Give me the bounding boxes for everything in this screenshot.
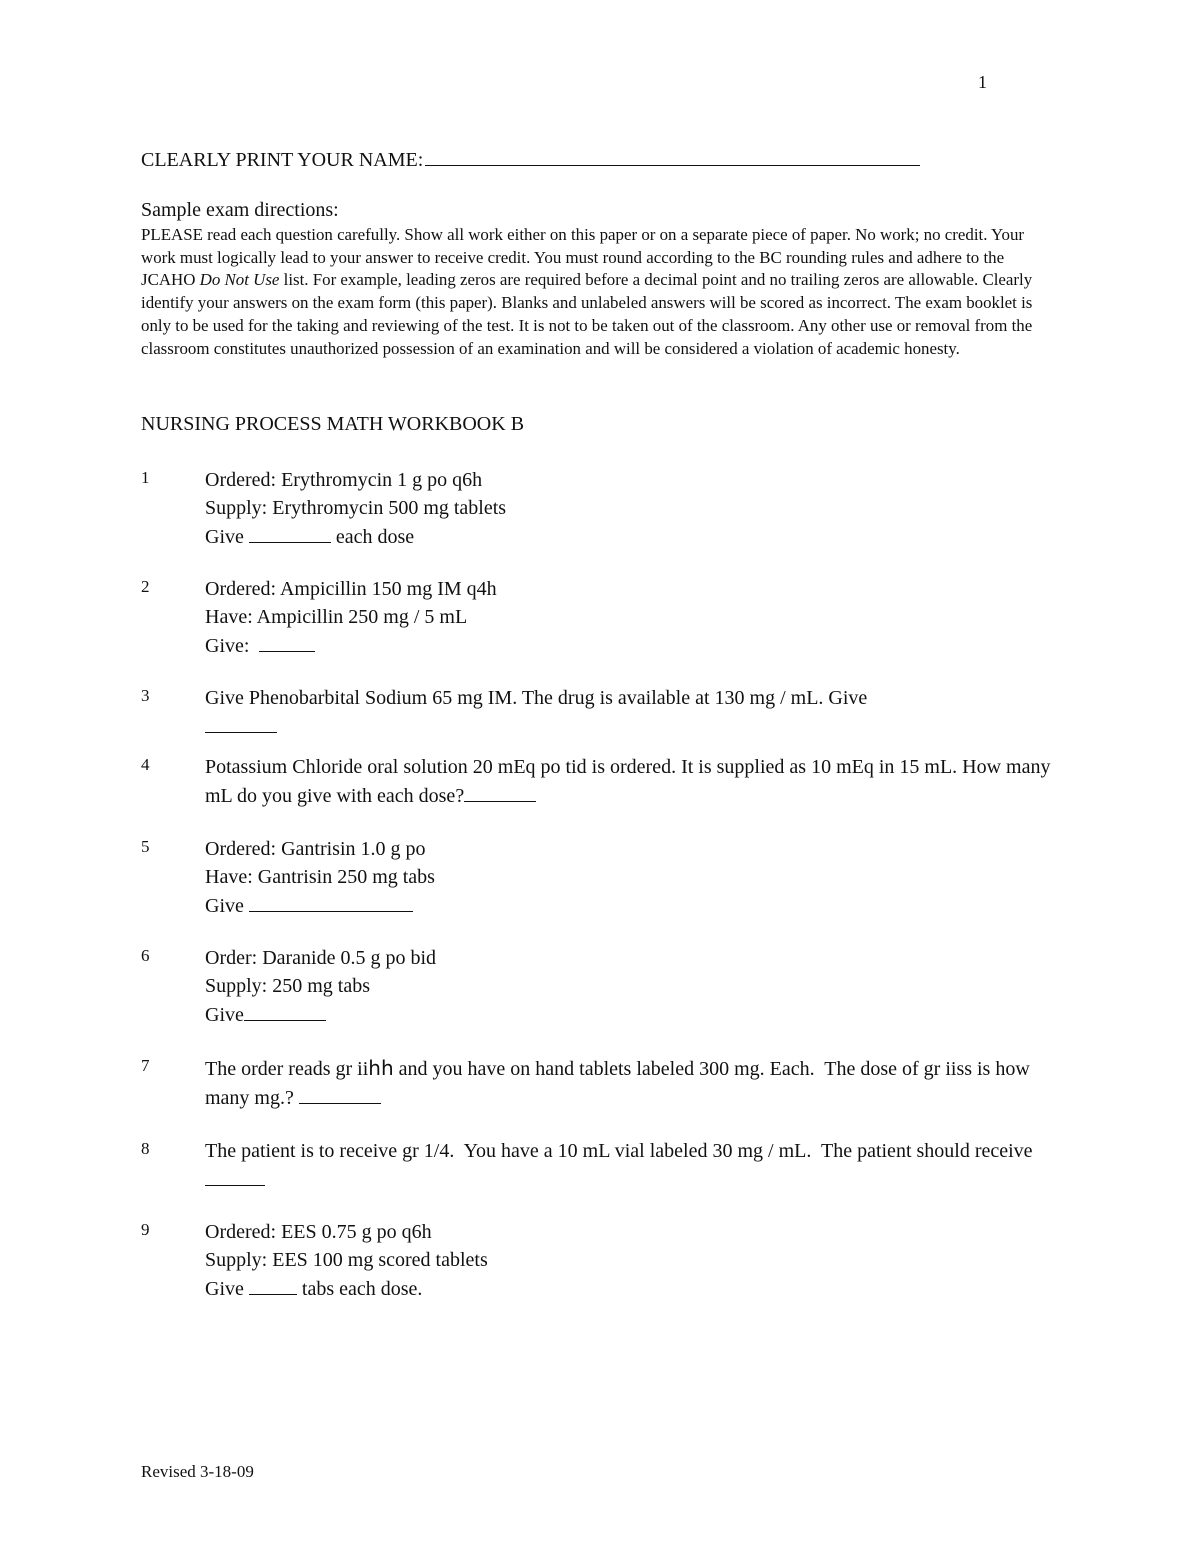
question-line-supply: Supply: EES 100 mg scored tablets [205,1249,488,1271]
question-line-give [205,891,435,920]
answer-blank[interactable] [249,891,413,912]
question-line-give [205,1000,436,1029]
name-blank-line[interactable] [425,145,920,166]
answer-blank[interactable] [249,1274,297,1295]
name-field-row [141,145,920,172]
question-text-part-1: The order reads gr ii [205,1058,369,1080]
directions-body [141,224,1056,360]
do-not-use-italic: Do Not Use [199,270,280,290]
question-text [205,944,436,1029]
answer-blank[interactable] [259,631,315,652]
question-line-supply: Supply: Erythromycin 500 mg tablets [205,497,507,519]
question-text [205,1137,1065,1194]
question-number: 5 [141,837,150,856]
give-suffix: tabs each dose. [296,1278,423,1300]
page-number: 1 [978,72,987,92]
directions-heading: Sample exam directions: [141,199,339,221]
question-line: The patient is to receive gr 1/4. You have a 10 mL vial labeled 30 mg / mL. The patient should receive [205,1140,1038,1162]
give-label: Give [205,1278,249,1300]
question-text-part-2: and you have on hand tablets labeled 300 mg. Each. The dose of gr iiss is how many mg.? [205,1058,1035,1109]
fraction-glyph: hh [368,1056,394,1080]
question-text [205,753,1065,810]
question-line-have: Have: Ampicillin 250 mg / 5 mL [205,606,468,628]
question-number: 7 [141,1056,150,1075]
question-text [205,684,867,741]
workbook-title: NURSING PROCESS MATH WORKBOOK B [141,413,525,435]
question-number: 3 [141,686,150,705]
question-text [205,1218,488,1303]
question-line-ordered: Ordered: Erythromycin 1 g po q6h [205,469,483,491]
question-number: 4 [141,755,150,774]
give-label: Give: [205,635,260,657]
question-line-give [205,631,497,660]
answer-blank[interactable] [244,1000,326,1021]
question-text [205,835,435,920]
give-label: Give [205,895,249,917]
question-line-order: Order: Daranide 0.5 g po bid [205,947,437,969]
answer-blank[interactable] [299,1083,381,1104]
question-number: 1 [141,468,150,487]
question-number: 2 [141,577,150,596]
answer-blank[interactable] [205,1165,265,1186]
question-text [205,575,497,660]
question-line: Potassium Chloride oral solution 20 mEq po tid is ordered. It is supplied as 10 mEq in 15 mL. How many mL do you give with each dose? [205,756,1051,807]
give-label: Give [205,1004,244,1026]
revision-footer: Revised 3-18-09 [141,1462,254,1481]
question-line-ordered: Ordered: EES 0.75 g po q6h [205,1221,432,1243]
directions-text-part-2: list. For example, leading zeros are required before a decimal point and no trailing zeros are allowable. Clearly identify your answers on the exam form (this paper). Blanks and unlabeled answers will be scored as incorrect. The exam booklet is only to be used for the taking and reviewing of the test. It is not to be taken out of the classroom. Any other use or removal from the classroom constitutes unauthorized possession of an examination and will be considered a violation of academic honesty. [141,270,1033,358]
directions-text-part-1: PLEASE read each question carefully. Show all work either on this paper or on a separate piece of paper. No work; no credit. Your work must logically lead to your answer to receive credit. You must round according to the BC rounding rules and adhere to the JCAHO [141,225,1025,290]
answer-blank[interactable] [205,712,277,733]
question-line-give [205,1274,488,1303]
question-line: Give Phenobarbital Sodium 65 mg IM. The drug is available at 130 mg / mL. Give [205,687,868,709]
answer-blank[interactable] [464,781,536,802]
question-line-ordered: Ordered: Gantrisin 1.0 g po [205,838,426,860]
question-line-give [205,522,506,551]
name-prompt: CLEARLY PRINT YOUR NAME: [141,149,424,171]
question-line-ordered: Ordered: Ampicillin 150 mg IM q4h [205,578,497,600]
question-line-blank [205,712,867,741]
question-number: 9 [141,1220,150,1239]
question-number: 8 [141,1139,150,1158]
give-label: Give [205,526,249,548]
give-suffix: each dose [330,526,415,548]
question-text [205,466,506,551]
question-line-have: Have: Gantrisin 250 mg tabs [205,866,435,888]
question-number: 6 [141,946,150,965]
question-text [205,1054,1065,1112]
question-line-supply: Supply: 250 mg tabs [205,975,371,997]
answer-blank[interactable] [249,522,331,543]
